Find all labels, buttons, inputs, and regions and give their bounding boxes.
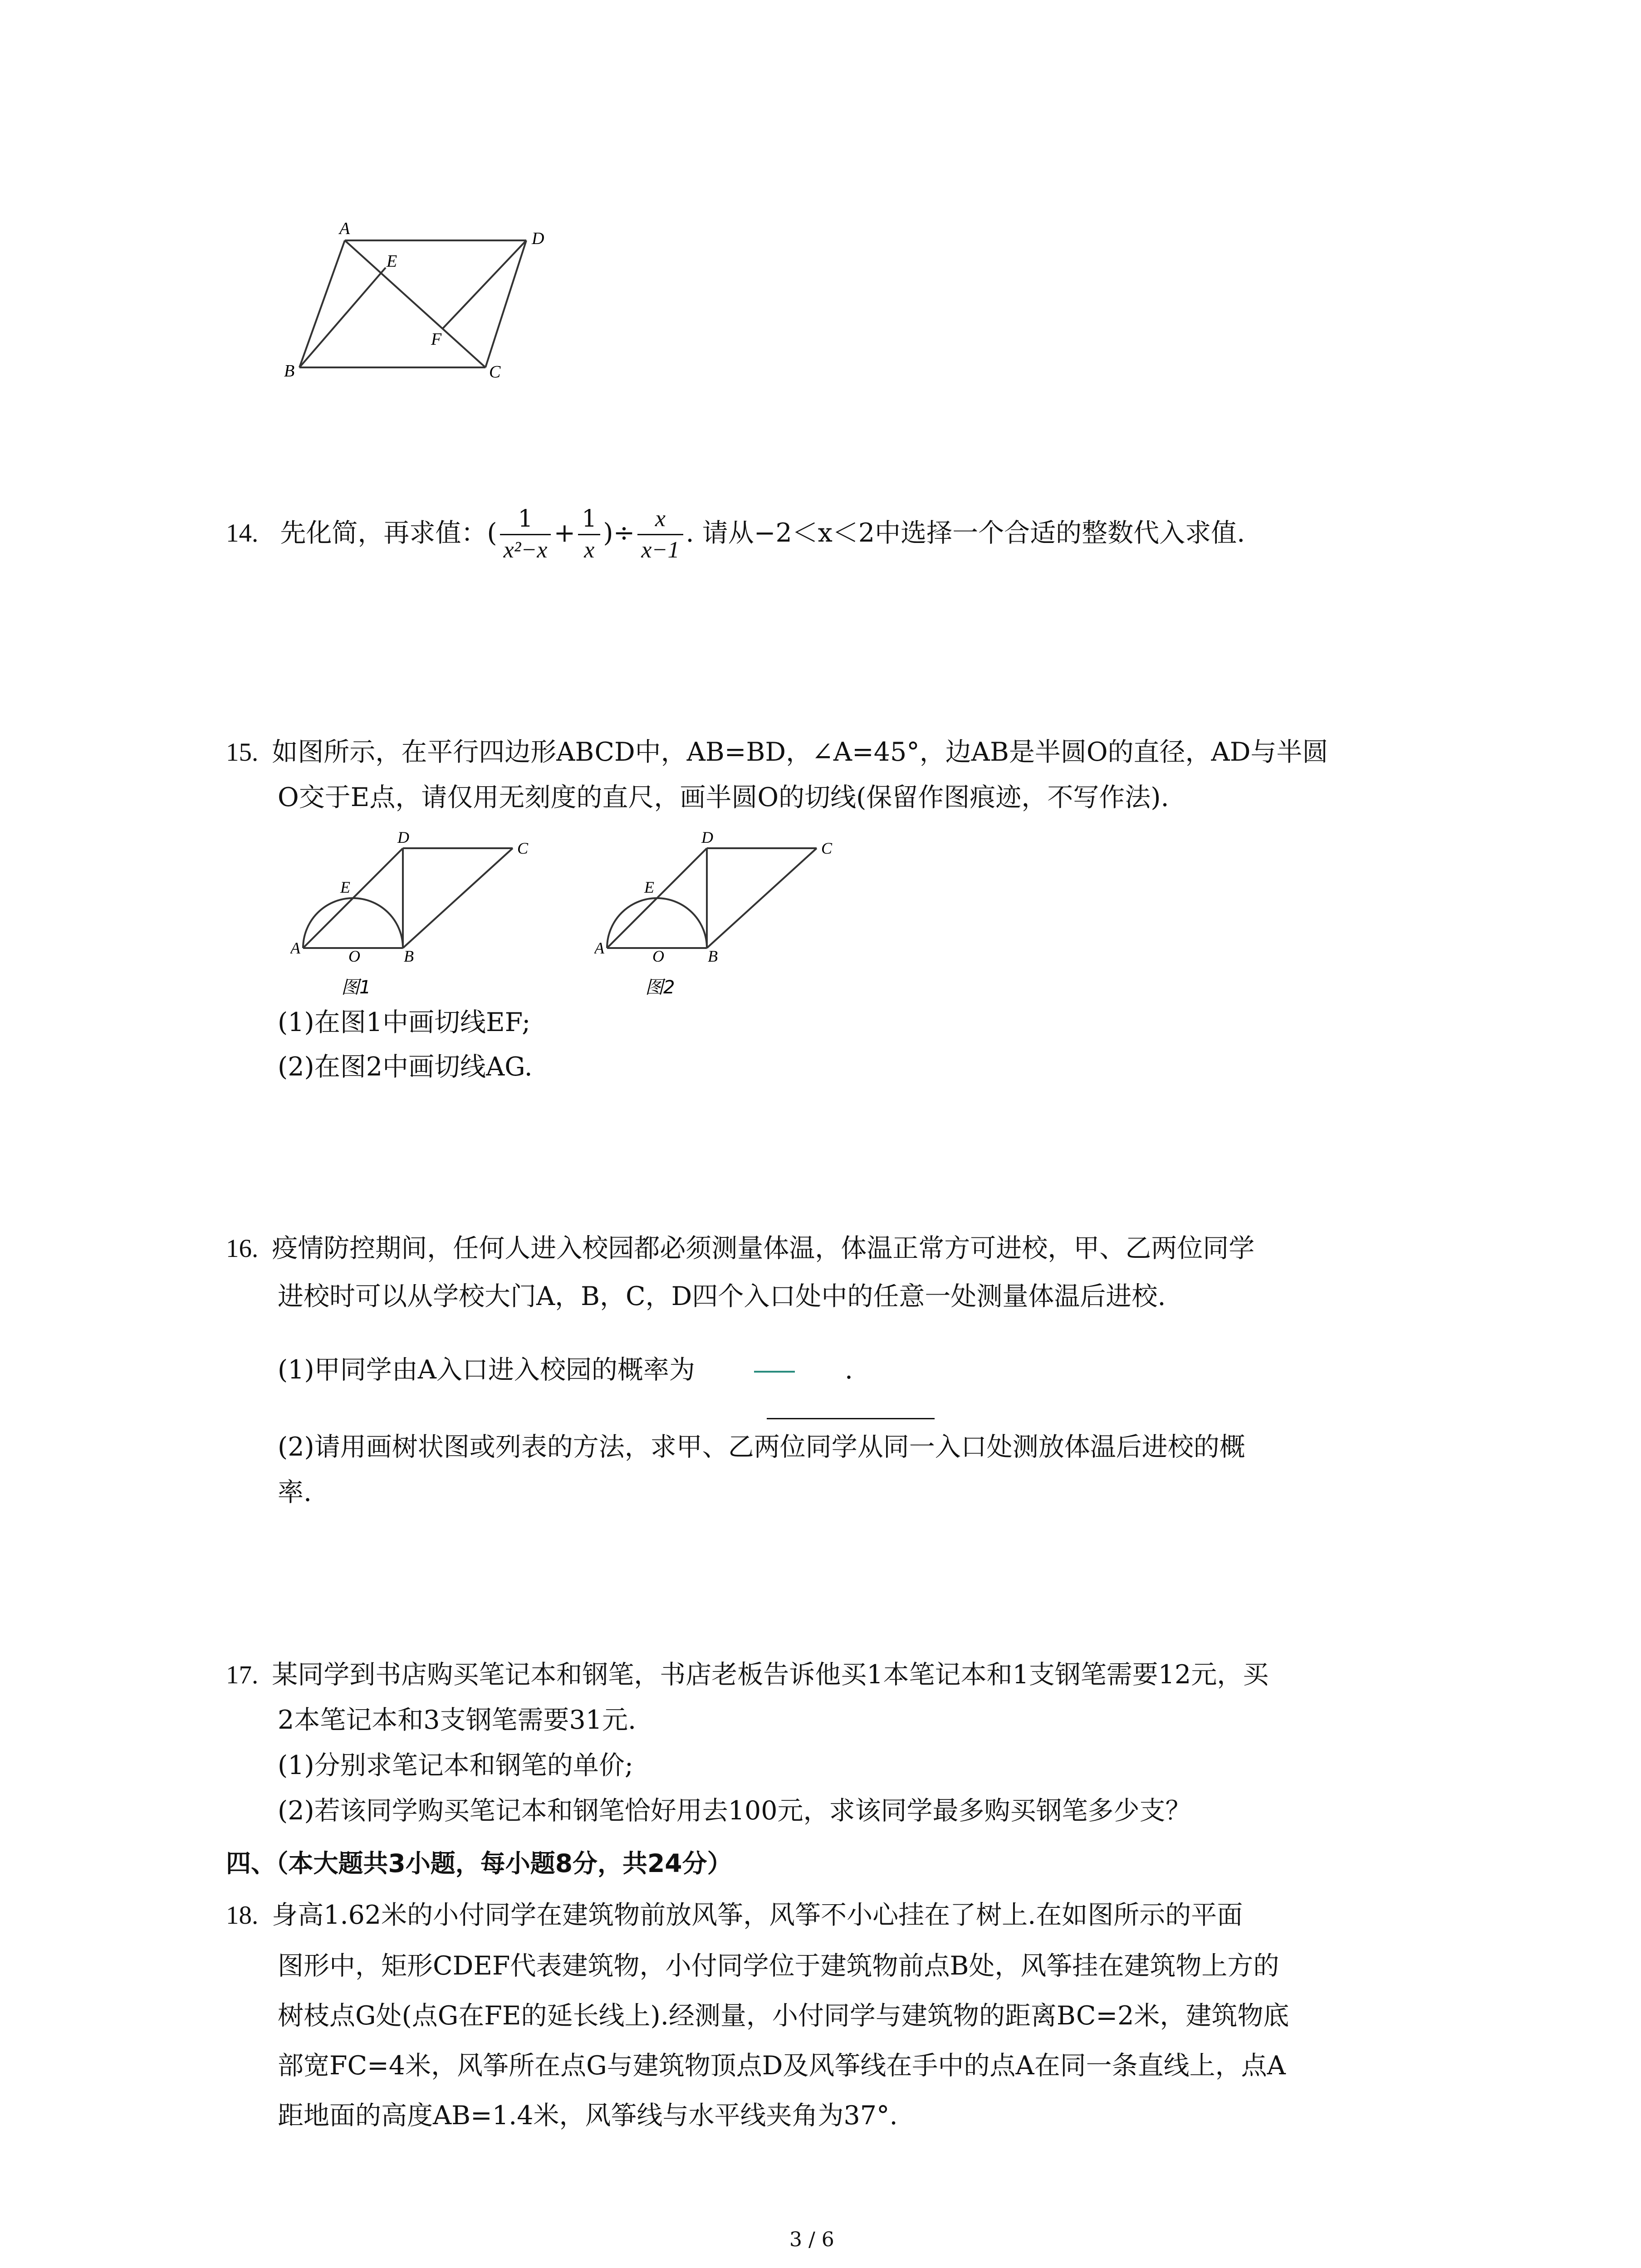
label-A: A (594, 939, 604, 957)
question-16-part-2-line-2: 率. (278, 1477, 312, 1507)
question-17-line-2: 2本笔记本和3支钢笔需要31元. (278, 1705, 637, 1735)
question-18-line-2: 图形中，矩形CDEF代表建筑物，小付同学位于建筑物前点B处，风筝挂在建筑物上方的 (278, 1951, 1279, 1981)
question-15-part-2: (2)在图2中画切线AG. (278, 1052, 533, 1082)
question-15-line-1: 15. 如图所示，在平行四边形ABCD中，AB=BD，∠A=45°，边AB是半圆O的直径，AD与半圆 (226, 737, 1328, 767)
question-16-line-1: 16. 疫情防控期间，任何人进入校园都必须测量体温，体温正常方可进校，甲、乙两位同学 (226, 1233, 1255, 1263)
label-A: A (339, 219, 350, 238)
question-17-line-1: 17. 某同学到书店购买笔记本和钢笔，书店老板告诉他买1本笔记本和1支钢笔需要12元，买 (226, 1660, 1269, 1690)
figure-1-caption: 图1 (341, 977, 371, 998)
figure-parallelogram-abcd (272, 213, 590, 386)
question-number: 14. (226, 519, 259, 547)
label-C: C (517, 839, 529, 857)
figure-2-semicircle (594, 826, 848, 1007)
question-15-line-2: O交于E点，请仅用无刻度的直尺，画半圆O的切线(保留作图痕迹，不写作法). (278, 782, 1169, 812)
question-17-part-2: (2)若该同学购买笔记本和钢笔恰好用去100元，求该同学最多购买钢笔多少支？ (278, 1796, 1191, 1826)
label-E: E (387, 252, 397, 271)
label-B: B (284, 362, 295, 381)
label-E: E (644, 878, 654, 896)
question-15-part-1: (1)在图1中画切线EF; (278, 1007, 531, 1037)
label-E: E (340, 878, 350, 896)
label-B: B (708, 947, 718, 965)
page-number: 3 / 6 (789, 2228, 834, 2251)
fraction-2: $\frac{1}{x}$ (578, 504, 600, 565)
question-18-line-4: 部宽FC=4米，风筝所在点G与建筑物顶点D及风筝线在手中的点A在同一条直线上，点A (278, 2051, 1286, 2081)
question-18-line-5: 距地面的高度AB=1.4米，风筝线与水平线夹角为37°. (278, 2101, 898, 2131)
label-C: C (821, 839, 833, 857)
label-O: O (652, 947, 664, 965)
question-18-line-1: 18. 身高1.62米的小付同学在建筑物前放风筝，风筝不小心挂在了树上.在如图所示的平面 (226, 1900, 1243, 1930)
label-B: B (404, 947, 414, 965)
label-F: F (431, 330, 442, 349)
label-A: A (290, 939, 300, 957)
figure-2-caption: 图2 (645, 977, 675, 998)
label-C: C (489, 362, 501, 381)
answer-blank-underline[interactable] (767, 1418, 935, 1419)
question-14: 14. 先化简，再求值：( $\frac{1}{\text{x²−x}}$ + $\frac{1}{x}$ )÷ $\frac{x}{x-1}$ . 请从−2＜x＜2中选择一个合适的整数代入求值. (226, 503, 1245, 565)
question-16-line-2: 进校时可以从学校大门A，B，C，D四个入口处中的任意一处测量体温后进校. (278, 1281, 1166, 1311)
fraction-3: $\frac{x}{x-1}$ (637, 504, 683, 565)
label-D: D (397, 828, 409, 846)
figure-1-semicircle (290, 826, 544, 1007)
question-18-line-3: 树枝点G处(点G在FE的延长线上).经测量，小付同学与建筑物的距离BC=2米，建筑物底 (278, 2001, 1289, 2031)
answer-blank-dash[interactable] (754, 1371, 795, 1373)
section-4-title: 四、（本大题共3小题，每小题8分，共24分） (226, 1849, 732, 1878)
label-D: D (701, 828, 713, 846)
question-16-part-2-line-1: (2)请用画树状图或列表的方法，求甲、乙两位同学从同一入口处测放体温后进校的概 (278, 1432, 1245, 1462)
question-17-part-1: (1)分别求笔记本和钢笔的单价; (278, 1750, 633, 1780)
label-O: O (348, 947, 360, 965)
question-16-part-1: (1)甲同学由A入口进入校园的概率为 . (278, 1355, 853, 1385)
fraction-1: $\frac{1}{\text{x²−x}}$ (500, 504, 551, 565)
label-D: D (532, 229, 544, 248)
